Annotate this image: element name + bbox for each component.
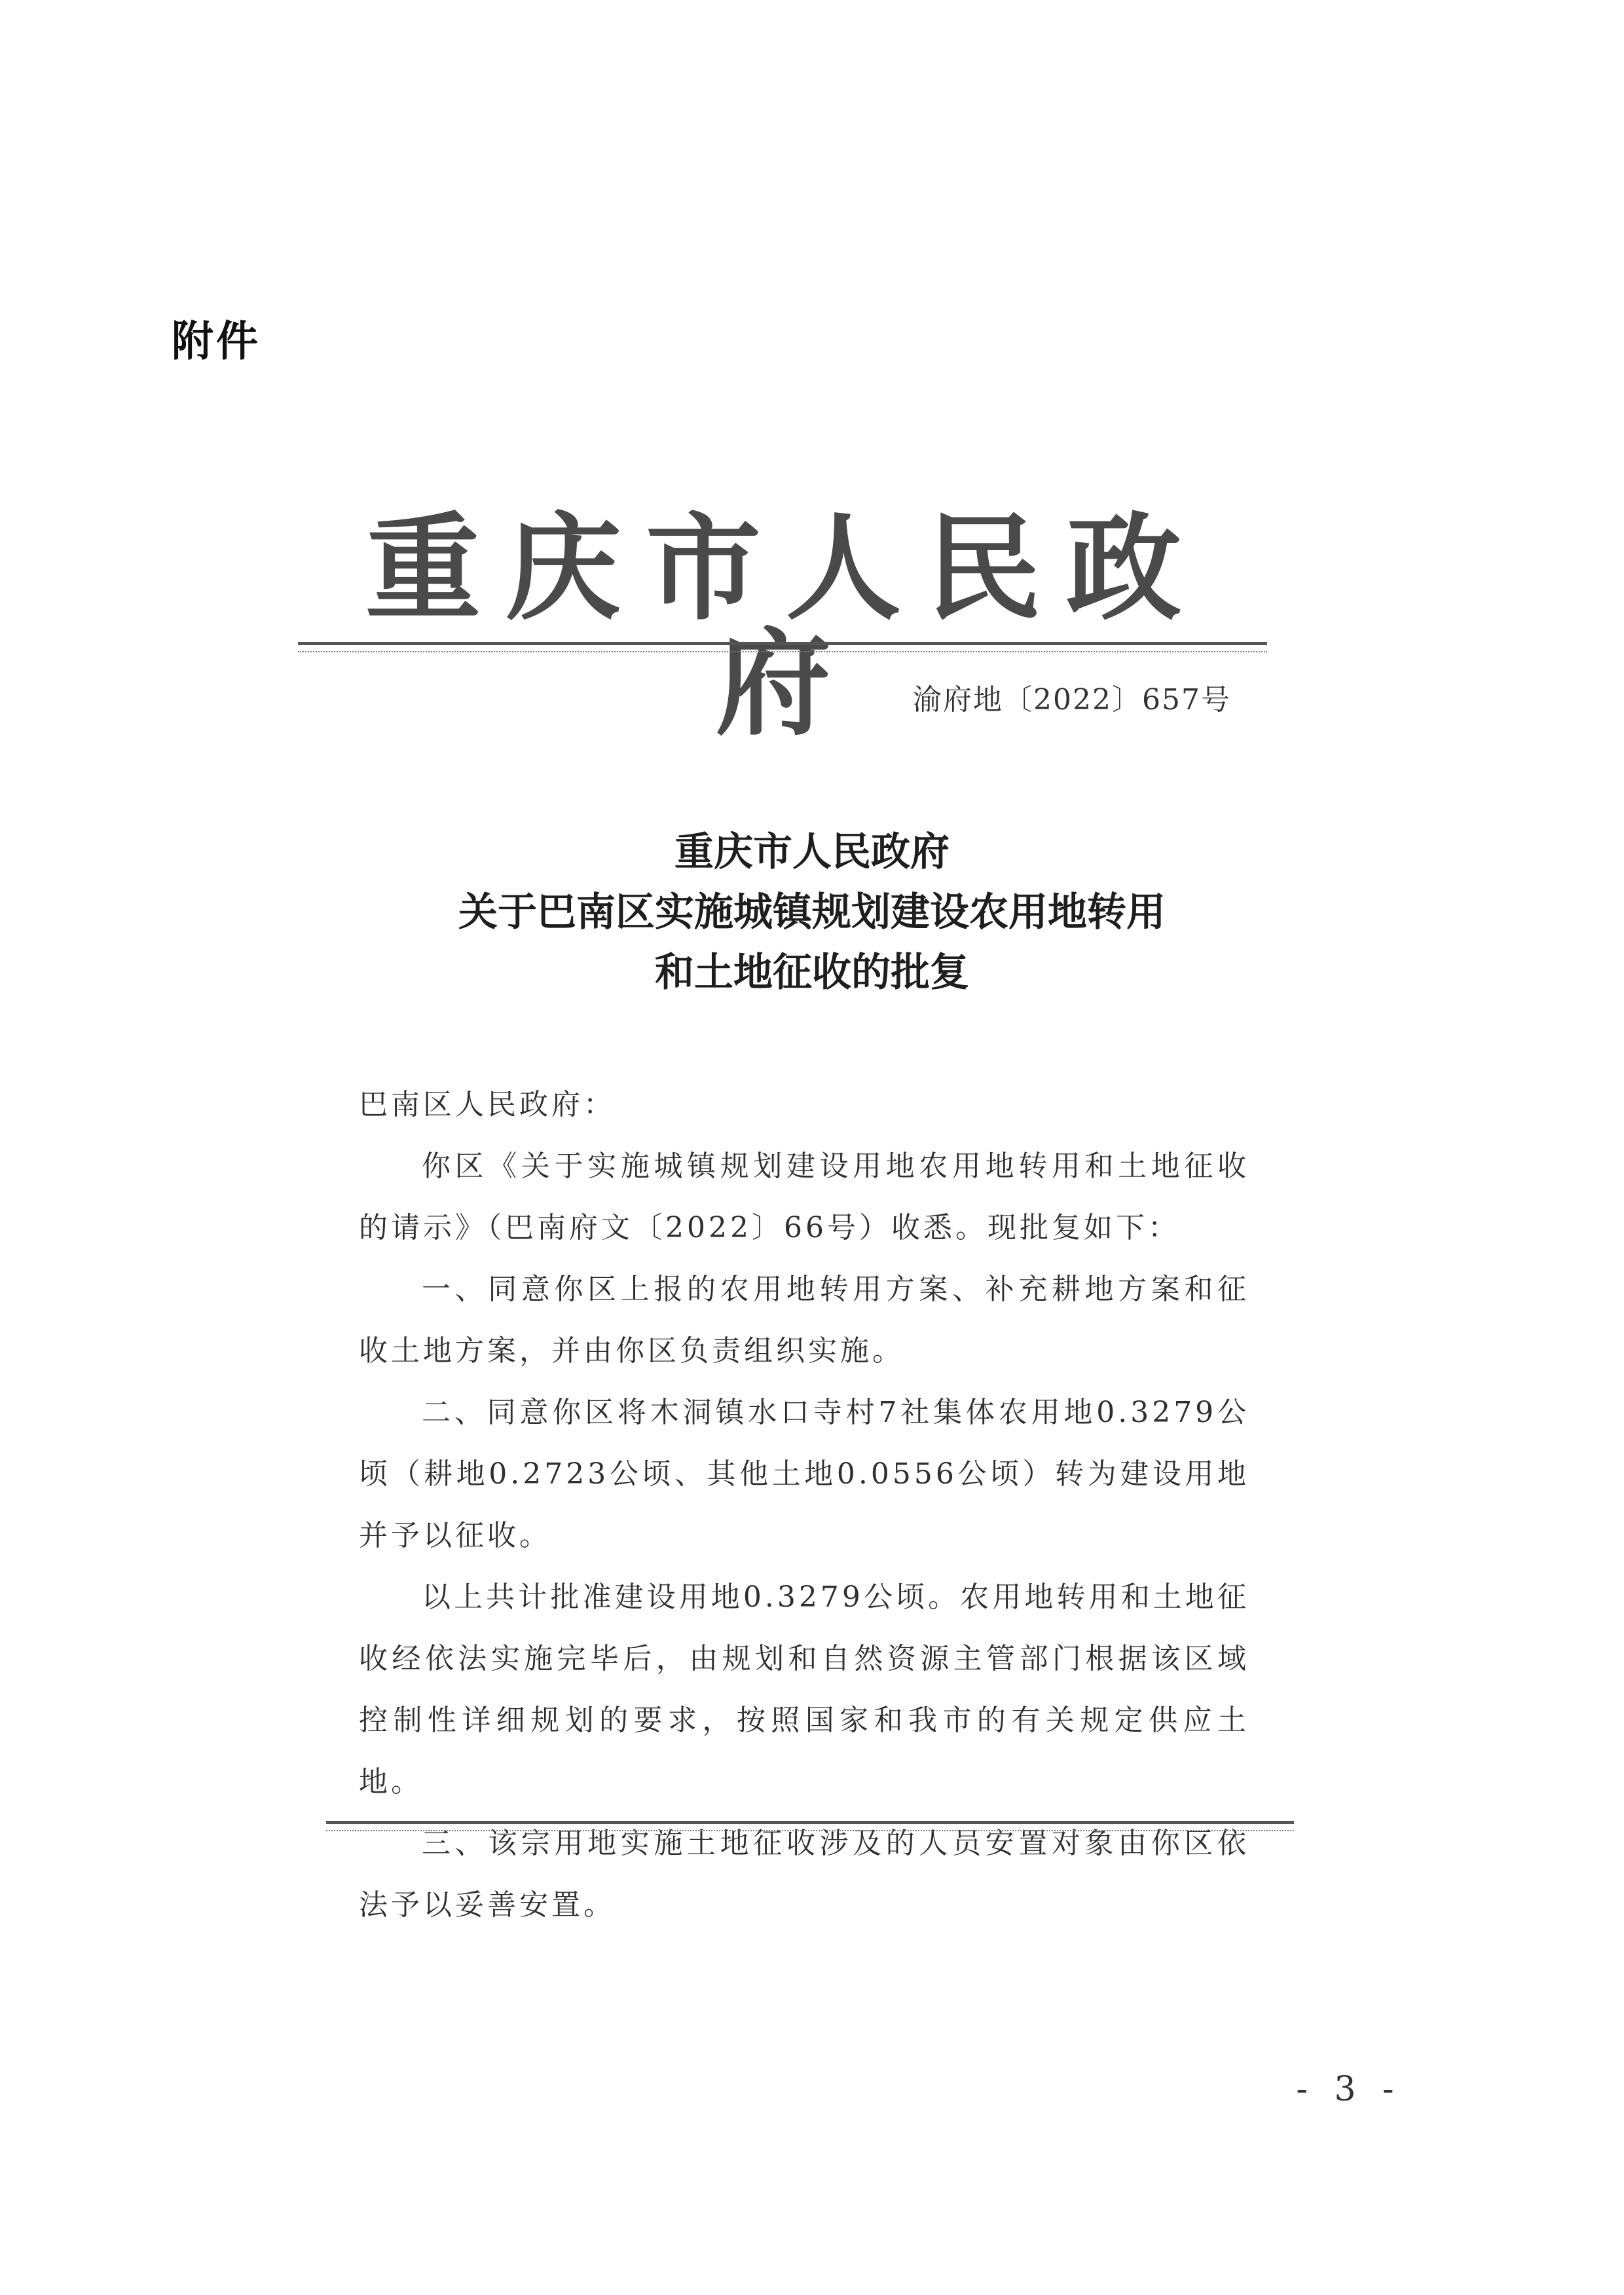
- title-line-1: 重庆市人民政府: [674, 829, 950, 875]
- title-line-2: 关于巴南区实施城镇规划建设农用地转用: [458, 889, 1166, 935]
- salutation: 巴南区人民政府：: [359, 1088, 616, 1121]
- footer-divider: [326, 1821, 1294, 1824]
- paragraph: 你区《关于实施城镇规划建设用地农用地转用和土地征收的请示》（巴南府文〔2022〕66号）收悉。现批复如下：: [359, 1149, 1249, 1244]
- paragraph: 三、该宗用地实施土地征收涉及的人员安置对象由你区依法予以妥善安置。: [359, 1827, 1249, 1922]
- paragraph: 一、同意你区上报的农用地转用方案、补充耕地方案和征收土地方案，并由你区负责组织实施。: [359, 1273, 1249, 1368]
- document-title: [275, 822, 1349, 1003]
- page-number: - 3 -: [1296, 2070, 1402, 2109]
- masthead-title: 重庆市人民政府: [365, 500, 1206, 751]
- document-number: 渝府地〔2022〕657号: [913, 683, 1231, 717]
- footer-divider-dotted: [326, 1830, 1294, 1831]
- attachment-label: 附件: [172, 318, 261, 366]
- paragraph: 以上共计批准建设用地0.3279公顷。农用地转用和土地征收经依法实施完毕后，由规划和自然资源主管部门根据该区域控制性详细规划的要求，按照国家和我市的有关规定供应土地。: [359, 1580, 1249, 1799]
- document-body: [359, 1074, 1249, 1936]
- paragraph: 二、同意你区将木洞镇水口寺村7社集体农用地0.3279公顷（耕地0.2723公顷、其他土地0.0556公顷）转为建设用地并予以征收。: [359, 1396, 1249, 1552]
- masthead-divider: [298, 642, 1267, 645]
- masthead-divider-dotted: [298, 651, 1267, 652]
- title-line-3: 和土地征收的批复: [655, 950, 969, 996]
